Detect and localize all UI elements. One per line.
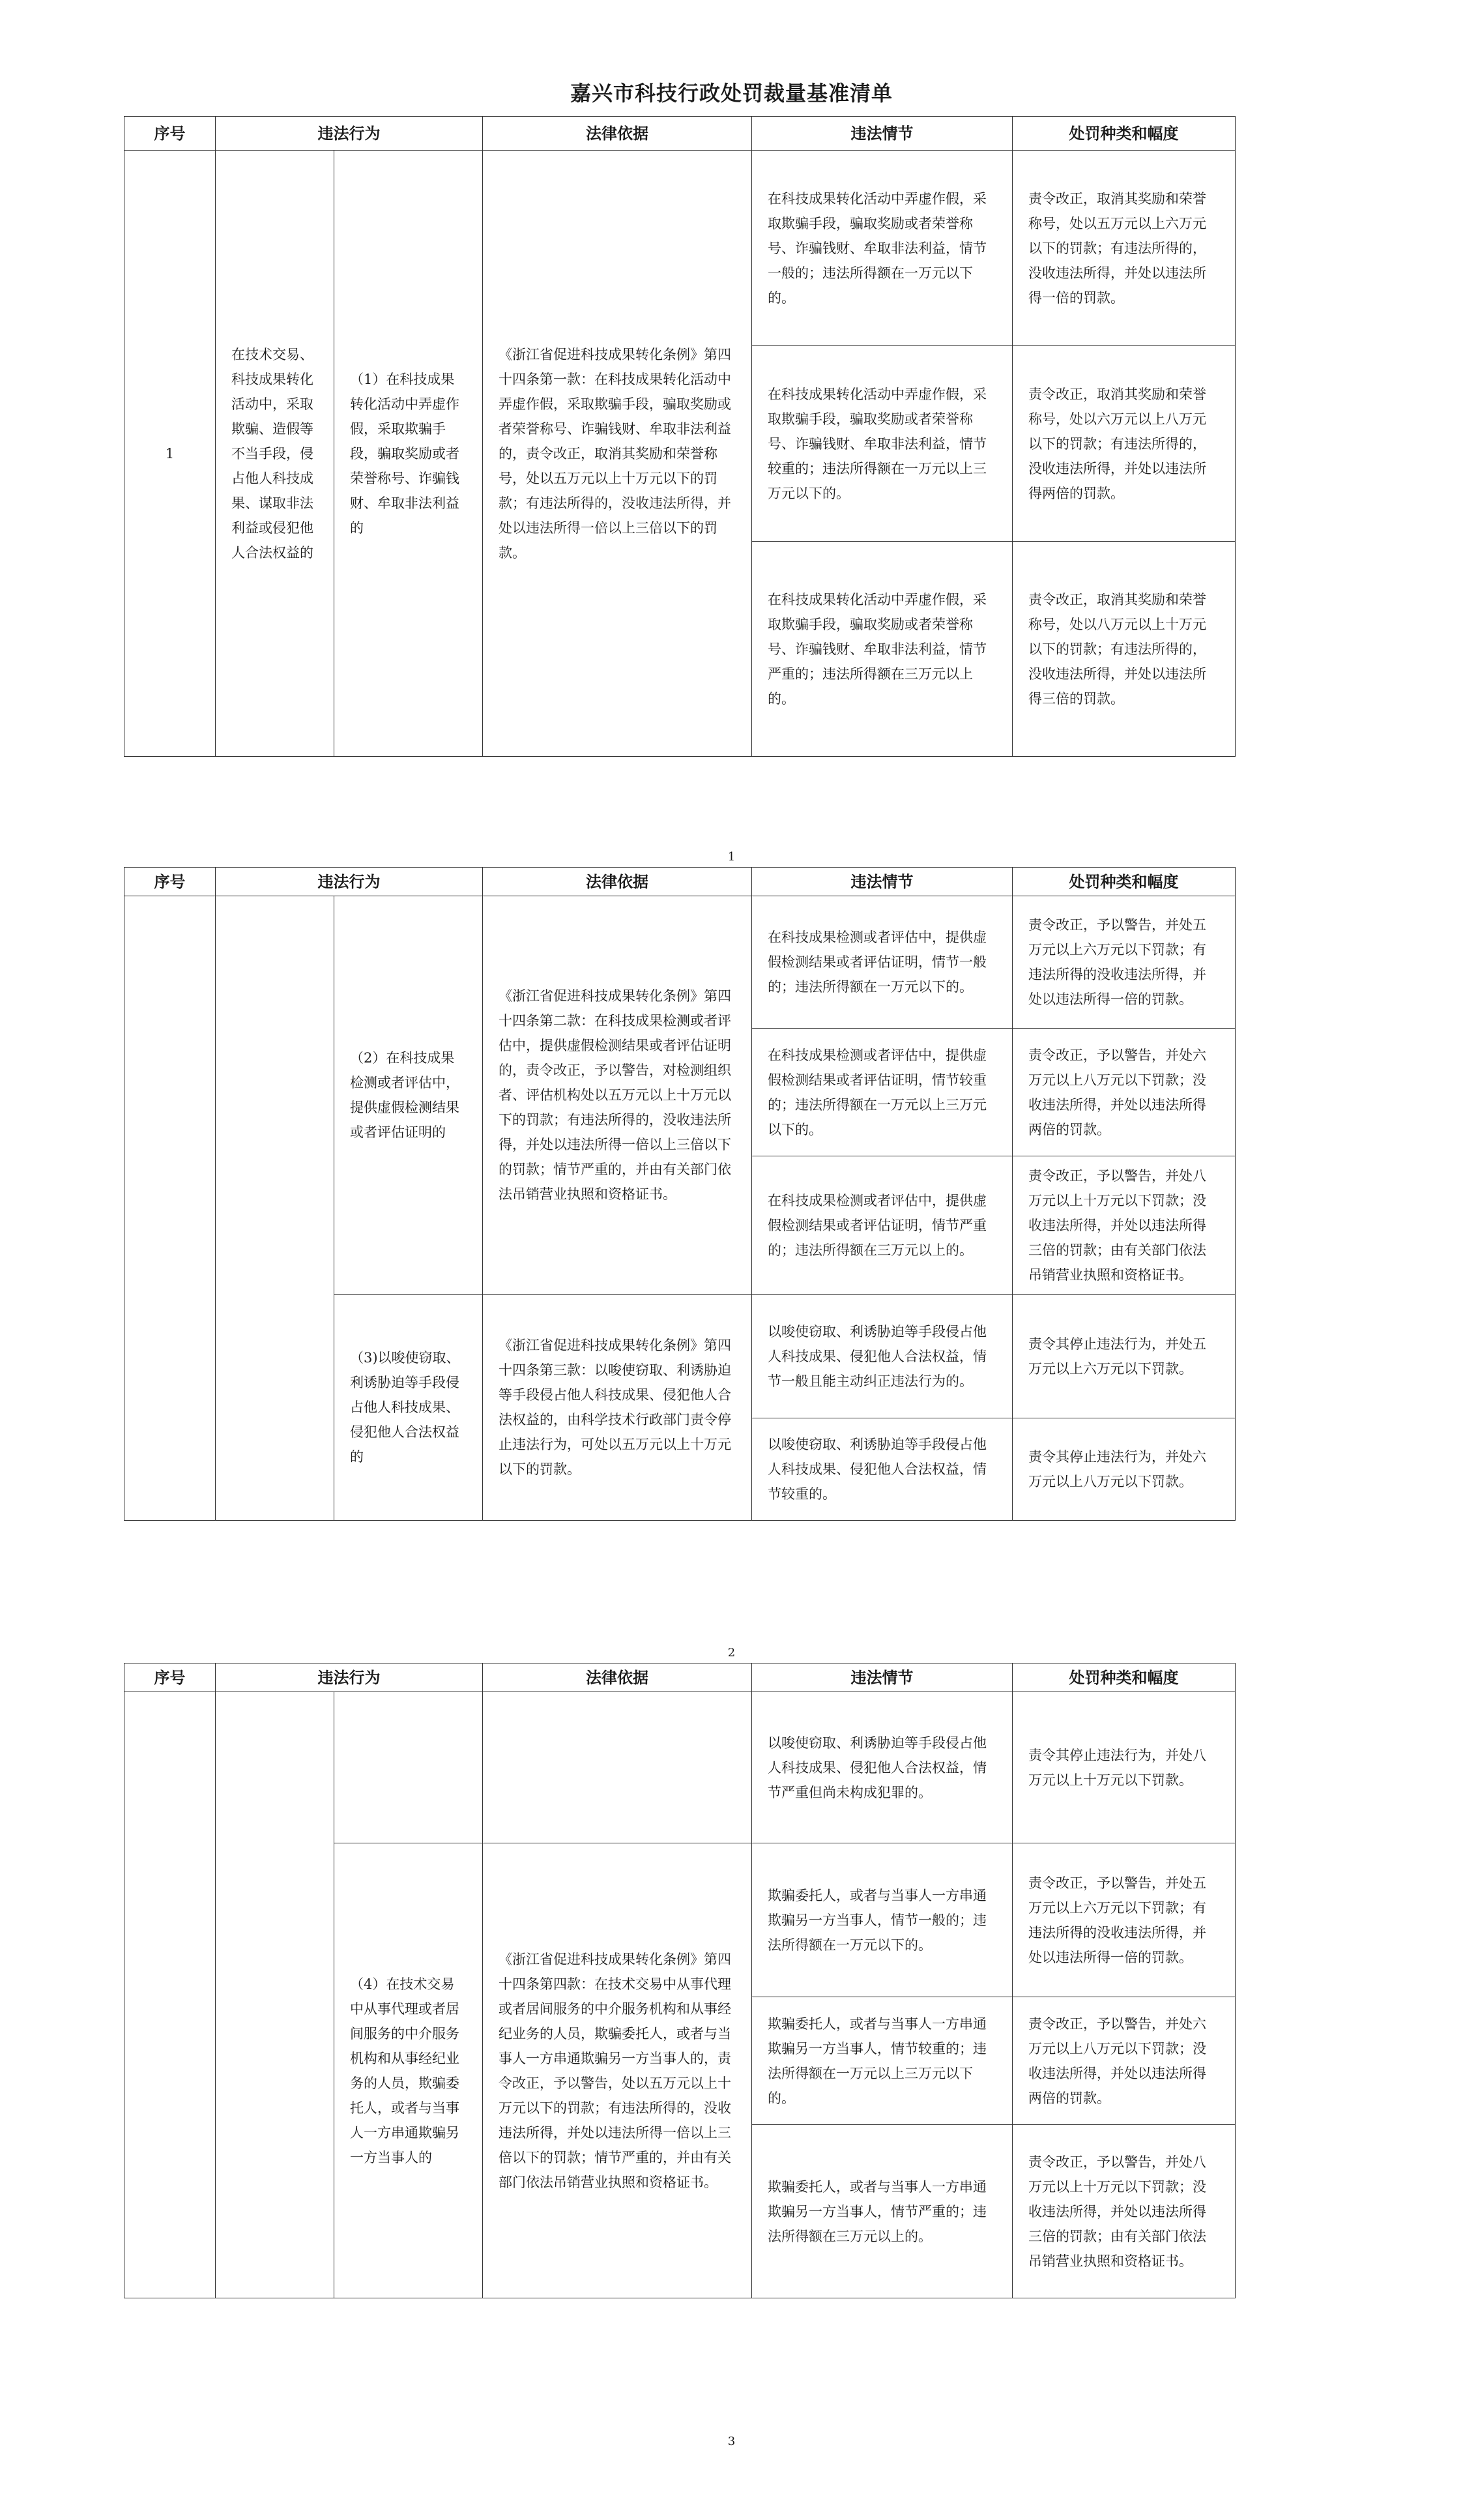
header-behavior: 违法行为	[216, 1663, 483, 1692]
table-header-row	[124, 117, 1236, 151]
circumstance-cell: 欺骗委托人，或者与当事人一方串通欺骗另一方当事人，情节严重的；违法所得额在三万元以上的。	[752, 2125, 1013, 2298]
penalty-cell: 责令改正，取消其奖励和荣誉称号，处以八万元以上十万元以下的罚款；有违法所得的，没收违法所得，并处以违法所得三倍的罚款。	[1013, 542, 1236, 757]
category-cell	[216, 1692, 334, 2298]
penalty-cell: 责令改正，予以警告，并处六万元以上八万元以下罚款；没收违法所得，并处以违法所得两倍的罚款。	[1013, 1997, 1236, 2125]
category-cell: 在技术交易、科技成果转化活动中，采取欺骗、造假等不当手段，侵占他人科技成果、谋取非法利益或侵犯他人合法权益的	[216, 151, 334, 757]
page-number: 3	[727, 2435, 736, 2448]
circumstance-cell: 在科技成果转化活动中弄虚作假，采取欺骗手段，骗取奖励或者荣誉称号、诈骗钱财、牟取非法利益，情节一般的；违法所得额在一万元以下的。	[752, 151, 1013, 346]
circumstance-cell: 在科技成果检测或者评估中，提供虚假检测结果或者评估证明，情节一般的；违法所得额在一万元以下的。	[752, 896, 1013, 1029]
header-basis: 法律依据	[483, 1663, 752, 1692]
circumstance-cell: 欺骗委托人，或者与当事人一方串通欺骗另一方当事人，情节较重的；违法所得额在一万元以上三万元以下的。	[752, 1997, 1013, 2125]
penalty-cell: 责令改正，予以警告，并处五万元以上六万元以下罚款；有违法所得的没收违法所得，并处以违法所得一倍的罚款。	[1013, 896, 1236, 1029]
header-circumstance: 违法情节	[752, 868, 1013, 896]
circumstance-cell: 在科技成果检测或者评估中，提供虚假检测结果或者评估证明，情节严重的；违法所得额在三万元以上的。	[752, 1156, 1013, 1295]
behavior-cell: （4）在技术交易中从事代理或者居间服务的中介服务机构和从事经纪业务的人员，欺骗委托人，或者与当事人一方串通欺骗另一方当事人的	[334, 1843, 483, 2298]
page-title: 嘉兴市科技行政处罚裁量基准清单	[570, 81, 893, 106]
page-number: 2	[727, 1646, 736, 1660]
circumstance-cell: 以唆使窃取、利诱胁迫等手段侵占他人科技成果、侵犯他人合法权益，情节较重的。	[752, 1418, 1013, 1521]
circumstance-cell: 以唆使窃取、利诱胁迫等手段侵占他人科技成果、侵犯他人合法权益，情节一般且能主动纠正违法行为的。	[752, 1295, 1013, 1418]
table-row	[124, 896, 1236, 1029]
header-penalty: 处罚种类和幅度	[1013, 1663, 1236, 1692]
behavior-cell: （2）在科技成果检测或者评估中，提供虚假检测结果或者评估证明的	[334, 896, 483, 1295]
basis-cell: 《浙江省促进科技成果转化条例》第四十四条第二款：在科技成果检测或者评估中，提供虚假检测结果或者评估证明的，责令改正，予以警告，对检测组织者、评估机构处以五万元以上十万元以下的罚款；有违法所得的，没收违法所得，并处以违法所得一倍以上三倍以下的罚款；情节严重的，并由有关部门依法吊销营业执照和资格证书。	[483, 896, 752, 1295]
table-row	[124, 151, 1236, 346]
penalty-table-page-3	[124, 1663, 1236, 2298]
basis-cell	[483, 1692, 752, 1843]
penalty-cell: 责令其停止违法行为，并处八万元以上十万元以下罚款。	[1013, 1692, 1236, 1843]
penalty-cell: 责令改正，予以警告，并处八万元以上十万元以下罚款；没收违法所得，并处以违法所得三倍的罚款；由有关部门依法吊销营业执照和资格证书。	[1013, 1156, 1236, 1295]
header-behavior: 违法行为	[216, 117, 483, 151]
table-row	[124, 1692, 1236, 1843]
header-basis: 法律依据	[483, 117, 752, 151]
header-seq: 序号	[124, 868, 216, 896]
basis-cell: 《浙江省促进科技成果转化条例》第四十四条第一款：在科技成果转化活动中弄虚作假，采取欺骗手段，骗取奖励或者荣誉称号、诈骗钱财、牟取非法利益的，责令改正，取消其奖励和荣誉称号，处以五万元以上十万元以下的罚款；有违法所得的，没收违法所得，并处以违法所得一倍以上三倍以下的罚款。	[483, 151, 752, 757]
behavior-cell: （3)以唆使窃取、利诱胁迫等手段侵占他人科技成果、侵犯他人合法权益的	[334, 1295, 483, 1521]
seq-cell	[124, 896, 216, 1521]
penalty-cell: 责令改正，予以警告，并处五万元以上六万元以下罚款；有违法所得的没收违法所得，并处以违法所得一倍的罚款。	[1013, 1843, 1236, 1997]
header-seq: 序号	[124, 117, 216, 151]
seq-cell: 1	[124, 151, 216, 757]
basis-cell: 《浙江省促进科技成果转化条例》第四十四条第三款：以唆使窃取、利诱胁迫等手段侵占他人科技成果、侵犯他人合法权益的，由科学技术行政部门责令停止违法行为，可处以五万元以上十万元以下的罚款。	[483, 1295, 752, 1521]
circumstance-cell: 以唆使窃取、利诱胁迫等手段侵占他人科技成果、侵犯他人合法权益，情节严重但尚未构成犯罪的。	[752, 1692, 1013, 1843]
header-penalty: 处罚种类和幅度	[1013, 868, 1236, 896]
penalty-table-page-2	[124, 867, 1236, 1521]
penalty-cell: 责令改正，取消其奖励和荣誉称号，处以六万元以上八万元以下的罚款；有违法所得的，没收违法所得，并处以违法所得两倍的罚款。	[1013, 346, 1236, 542]
header-circumstance: 违法情节	[752, 1663, 1013, 1692]
penalty-table-page-1	[124, 116, 1236, 757]
header-behavior: 违法行为	[216, 868, 483, 896]
penalty-cell: 责令其停止违法行为，并处六万元以上八万元以下罚款。	[1013, 1418, 1236, 1521]
penalty-cell: 责令改正，取消其奖励和荣誉称号，处以五万元以上六万元以下的罚款；有违法所得的，没收违法所得，并处以违法所得一倍的罚款。	[1013, 151, 1236, 346]
table-header-row	[124, 868, 1236, 896]
penalty-cell: 责令改正，予以警告，并处六万元以上八万元以下罚款；没收违法所得，并处以违法所得两倍的罚款。	[1013, 1029, 1236, 1156]
table-header-row	[124, 1663, 1236, 1692]
header-penalty: 处罚种类和幅度	[1013, 117, 1236, 151]
penalty-cell: 责令其停止违法行为，并处五万元以上六万元以下罚款。	[1013, 1295, 1236, 1418]
behavior-cell: （1）在科技成果转化活动中弄虚作假，采取欺骗手段，骗取奖励或者荣誉称号、诈骗钱财、牟取非法利益的	[334, 151, 483, 757]
category-cell	[216, 896, 334, 1521]
header-circumstance: 违法情节	[752, 117, 1013, 151]
circumstance-cell: 在科技成果转化活动中弄虚作假，采取欺骗手段，骗取奖励或者荣誉称号、诈骗钱财、牟取非法利益，情节较重的；违法所得额在一万元以上三万元以下的。	[752, 346, 1013, 542]
circumstance-cell: 欺骗委托人，或者与当事人一方串通欺骗另一方当事人，情节一般的；违法所得额在一万元以下的。	[752, 1843, 1013, 1997]
header-seq: 序号	[124, 1663, 216, 1692]
basis-cell: 《浙江省促进科技成果转化条例》第四十四条第四款：在技术交易中从事代理或者居间服务的中介服务机构和从事经纪业务的人员，欺骗委托人，或者与当事人一方串通欺骗另一方当事人的，责令改正，予以警告，处以五万元以上十万元以下的罚款；有违法所得的，没收违法所得，并处以违法所得一倍以上三倍以下的罚款；情节严重的，并由有关部门依法吊销营业执照和资格证书。	[483, 1843, 752, 2298]
page-number: 1	[727, 850, 736, 864]
circumstance-cell: 在科技成果检测或者评估中，提供虚假检测结果或者评估证明，情节较重的；违法所得额在一万元以上三万元以下的。	[752, 1029, 1013, 1156]
header-basis: 法律依据	[483, 868, 752, 896]
seq-cell	[124, 1692, 216, 2298]
behavior-cell	[334, 1692, 483, 1843]
penalty-cell: 责令改正，予以警告，并处八万元以上十万元以下罚款；没收违法所得，并处以违法所得三倍的罚款；由有关部门依法吊销营业执照和资格证书。	[1013, 2125, 1236, 2298]
circumstance-cell: 在科技成果转化活动中弄虚作假，采取欺骗手段，骗取奖励或者荣誉称号、诈骗钱财、牟取非法利益，情节严重的；违法所得额在三万元以上的。	[752, 542, 1013, 757]
